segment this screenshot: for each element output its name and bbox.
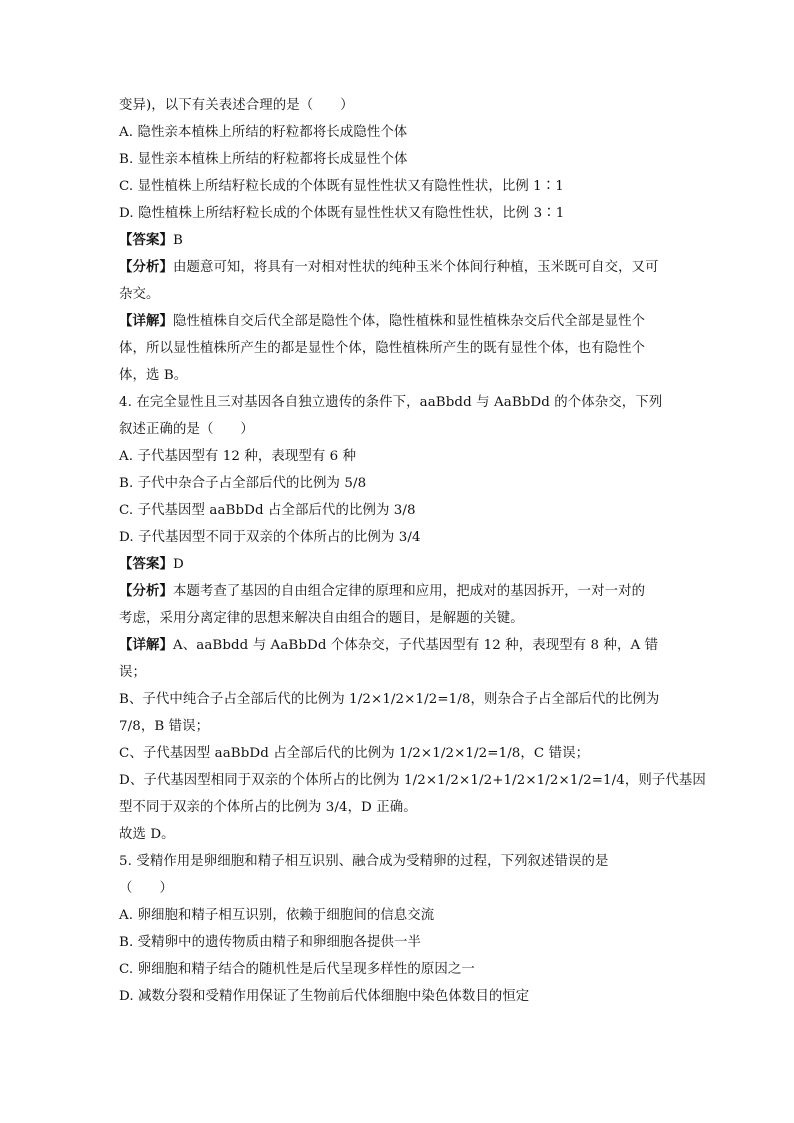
q4-detail-line: 型不同于双亲的个体所占的比例为 3/4，D 正确。 bbox=[119, 800, 417, 815]
detail-tag: 【详解】 bbox=[119, 313, 173, 329]
q5-stem-line: 5. 受精作用是卵细胞和精子相互识别、融合成为受精卵的过程，下列叙述错误的是 bbox=[119, 854, 609, 869]
q3-option-d: D. 隐性植株上所结籽粒长成的个体既有显性性状又有隐性性状，比例 3∶1 bbox=[119, 206, 565, 221]
q3-option-a: A. 隐性亲本植株上所结的籽粒都将长成隐性个体 bbox=[119, 125, 408, 140]
q3-detail-line: 体，所以显性植株所产生的都是显性个体，隐性植株所产生的既有显性个体，也有隐性个 bbox=[119, 341, 646, 356]
q4-option-d: D. 子代基因型不同于双亲的个体所占的比例为 3/4 bbox=[119, 530, 421, 545]
q5-option-d: D. 减数分裂和受精作用保证了生物前后代体细胞中染色体数目的恒定 bbox=[119, 989, 530, 1004]
q4-detail-line: 7/8，B 错误； bbox=[119, 719, 210, 734]
q5-stem-line: （ ） bbox=[119, 881, 173, 896]
q5-option-b: B. 受精卵中的遗传物质由精子和卵细胞各提供一半 bbox=[119, 935, 421, 950]
q3-detail-line: 体，选 B。 bbox=[119, 368, 188, 383]
q4-analysis-line: 考虑，采用分离定律的思想来解决自由组合的题目，是解题的关键。 bbox=[119, 611, 524, 626]
q4-analysis-line bbox=[119, 578, 679, 605]
analysis-tag: 【分析】 bbox=[119, 259, 173, 275]
q5-option-a: A. 卵细胞和精子相互识别，依赖于细胞间的信息交流 bbox=[119, 908, 435, 923]
q4-answer-value: D bbox=[172, 557, 184, 572]
q4-analysis-text: 本题考查了基因的自由组合定律的原理和应用，把成对的基因拆开，一对一对的 bbox=[172, 584, 646, 599]
q5-option-c: C. 卵细胞和精子结合的随机性是后代呈现多样性的原因之一 bbox=[119, 962, 475, 977]
q3-detail-text: 隐性植株自交后代全部是隐性个体，隐性植株和显性植株杂交后代全部是显性个 bbox=[172, 314, 646, 329]
q4-detail-line bbox=[119, 632, 679, 659]
analysis-tag: 【分析】 bbox=[119, 583, 173, 599]
q4-detail-line: B、子代中纯合子占全部后代的比例为 1/2×1/2×1/2=1/8，则杂合子占全部后代的比例为 bbox=[119, 692, 660, 707]
q4-answer bbox=[119, 551, 679, 578]
answer-tag: 【答案】 bbox=[119, 556, 173, 572]
q3-detail-line bbox=[119, 308, 679, 335]
answer-tag: 【答案】 bbox=[119, 232, 173, 248]
q3-answer bbox=[119, 227, 679, 254]
q4-detail-line: 故选 D。 bbox=[119, 827, 175, 842]
q3-option-c: C. 显性植株上所结籽粒长成的个体既有显性性状又有隐性性状，比例 1∶1 bbox=[119, 179, 564, 194]
q3-stem-tail: 变异)，以下有关表述合理的是（ ） bbox=[119, 98, 354, 113]
q3-analysis-text: 由题意可知，将具有一对相对性状的纯种玉米个体间行种植，玉米既可自交，又可 bbox=[172, 260, 659, 275]
q4-stem-line: 叙述正确的是（ ） bbox=[119, 422, 254, 437]
q4-detail-line: 误； bbox=[119, 665, 146, 680]
q3-answer-value: B bbox=[172, 233, 183, 248]
detail-tag: 【详解】 bbox=[119, 637, 173, 653]
q4-option-c: C. 子代基因型 aaBbDd 占全部后代的比例为 3/8 bbox=[119, 503, 416, 518]
q4-stem-line: 4. 在完全显性且三对基因各自独立遗传的条件下，aaBbdd 与 AaBbDd 的个体杂交，下列 bbox=[119, 395, 663, 410]
q4-option-b: B. 子代中杂合子占全部后代的比例为 5/8 bbox=[119, 476, 367, 491]
q3-analysis-line bbox=[119, 254, 679, 281]
q4-detail-text: A、aaBbdd 与 AaBbDd 个体杂交，子代基因型有 12 种，表现型有 8 种，A 错 bbox=[172, 638, 659, 653]
q3-option-b: B. 显性亲本植株上所结的籽粒都将长成显性个体 bbox=[119, 152, 408, 167]
q4-detail-line: C、子代基因型 aaBbDd 占全部后代的比例为 1/2×1/2×1/2=1/8，C 错误； bbox=[119, 746, 590, 761]
page-content bbox=[119, 92, 706, 1010]
q4-detail-line: D、子代基因型相同于双亲的个体所占的比例为 1/2×1/2×1/2+1/2×1/2×1/2=1/4，则子代基因 bbox=[119, 773, 706, 788]
q3-analysis-line: 杂交。 bbox=[119, 287, 160, 302]
q4-option-a: A. 子代基因型有 12 种，表现型有 6 种 bbox=[119, 449, 357, 464]
